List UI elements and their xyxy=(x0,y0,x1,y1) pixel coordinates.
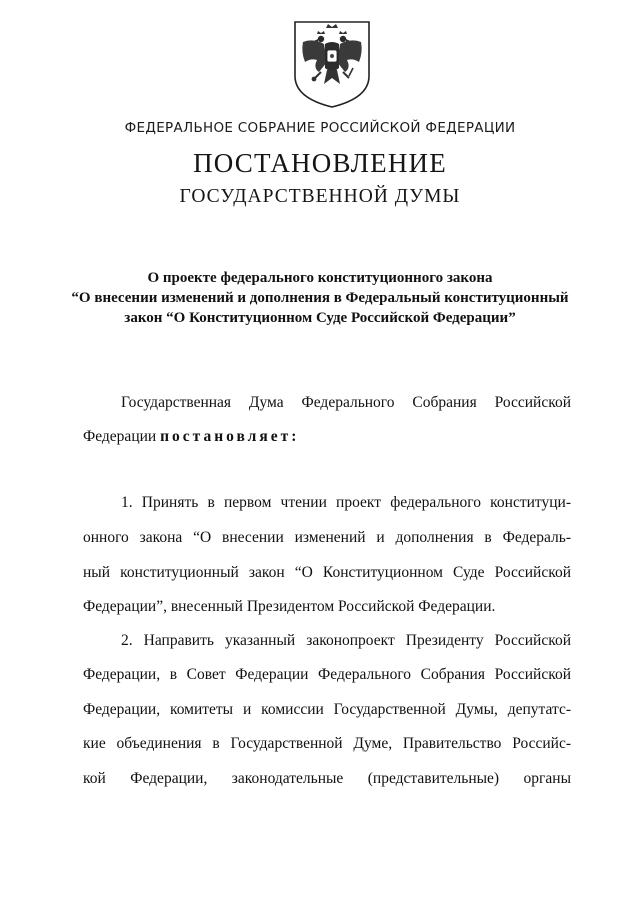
preamble-prefix: Федерации xyxy=(83,428,157,445)
document-issuer: ГОСУДАРСТВЕННОЙ ДУМЫ xyxy=(179,186,461,207)
point-line: 1. Принять в первом чтении проект федерального конституци- xyxy=(121,494,571,511)
resolution-keyword: постановляет: xyxy=(160,428,300,445)
point-line: кие объединения в Государственной Думе, Правительство Российс- xyxy=(83,735,571,752)
point-line: онного закона “О внесении изменений и дополнения в Федераль- xyxy=(83,529,571,546)
subject-line: “О внесении изменений и дополнения в Федеральный конституционный xyxy=(71,290,569,306)
point-line: Федерации, в Совет Федерации Федерального Собрания Российской xyxy=(83,666,571,683)
subject-line: закон “О Конституционном Суде Российской Федерации” xyxy=(124,310,516,326)
point-line: 2. Направить указанный законопроект Президенту Российской xyxy=(121,632,571,649)
document-subject xyxy=(60,268,580,328)
russian-coat-of-arms-icon xyxy=(291,18,373,110)
document-type-title: ПОСТАНОВЛЕНИЕ xyxy=(193,148,447,178)
preamble-line xyxy=(83,427,571,447)
point-line: ный конституционный закон “О Конституционном Суде Российской xyxy=(83,564,571,581)
point-line: Федерации”, внесенный Президентом Российской Федерации. xyxy=(83,598,496,615)
subject-line: О проекте федерального конституционного закона xyxy=(147,270,493,286)
point-line: кой Федерации, законодательные (представительные) органы xyxy=(83,770,571,787)
point-line: Федерации, комитеты и комиссии Государственной Думы, депутатс- xyxy=(83,701,571,718)
organization-name: ФЕДЕРАЛЬНОЕ СОБРАНИЕ РОССИЙСКОЙ ФЕДЕРАЦИИ xyxy=(124,120,516,136)
preamble-line: Государственная Дума Федерального Собрания Российской xyxy=(121,394,571,411)
